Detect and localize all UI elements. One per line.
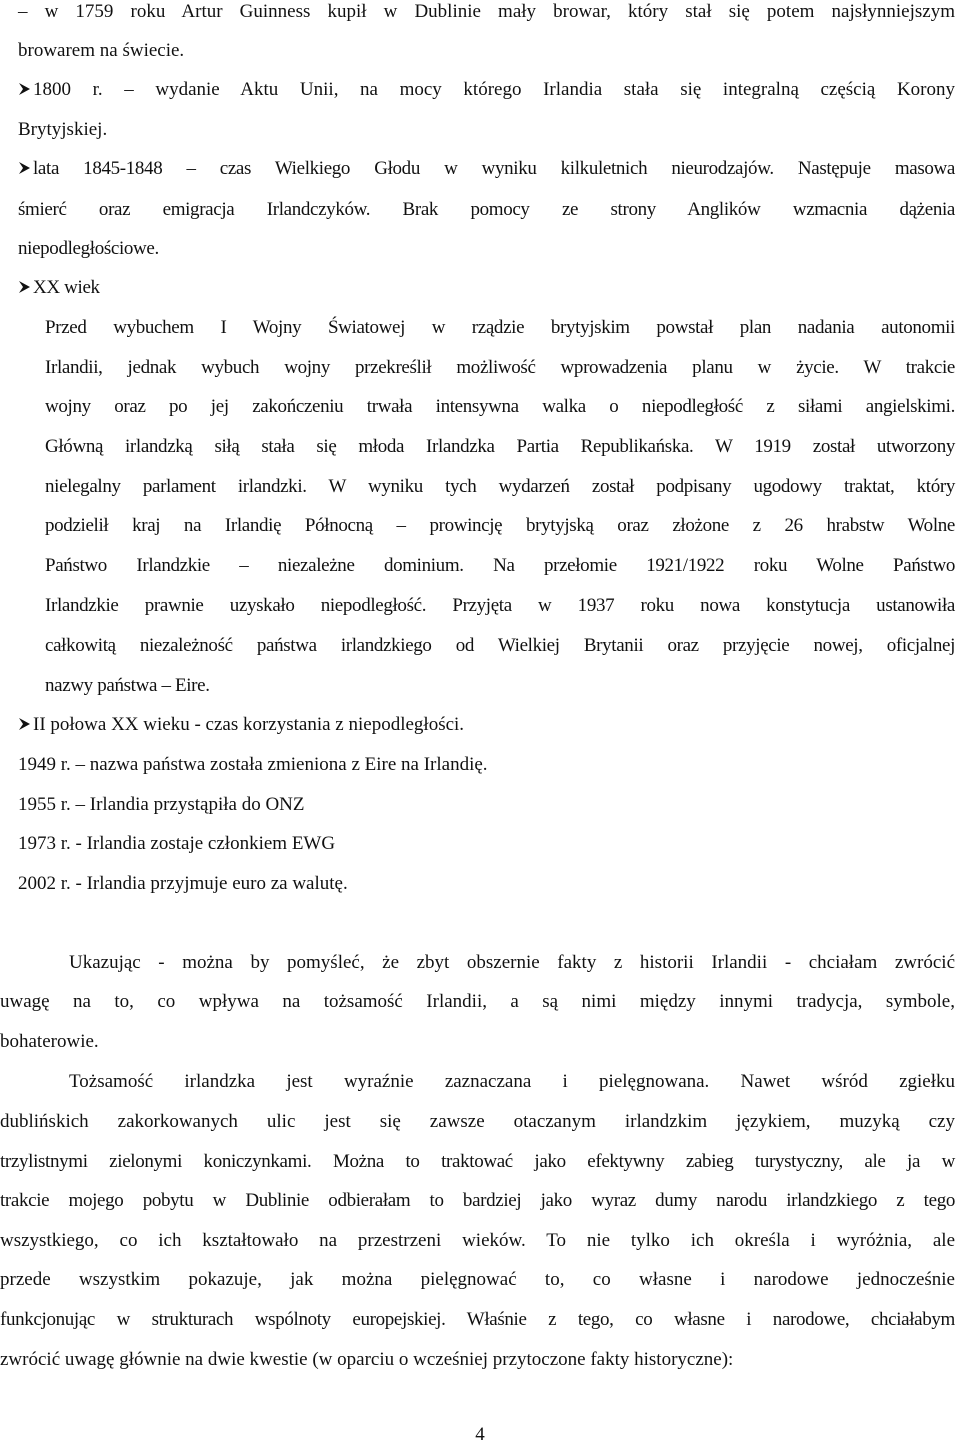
xx-line: nazwy państwa – Eire. bbox=[45, 675, 210, 696]
paragraph-line: funkcjonując w strukturach wspólnoty europejskiej. Właśnie z tego, co własne i narodowe, chciałabym bbox=[0, 1309, 955, 1330]
paragraph-line: dublińskich zakorkowanych ulic jest się zawsze otaczanym irlandzkim językiem, muzyką czy bbox=[0, 1111, 955, 1132]
paragraph-line: uwagę na to, co wpływa na tożsamość Irlandii, a są nimi między innymi tradycja, symbole, bbox=[0, 991, 955, 1012]
xx-line: Przed wybuchem I Wojny Światowej w rządzie brytyjskim powstał plan nadania autonomii bbox=[45, 317, 955, 338]
paragraph-line: bohaterowie. bbox=[0, 1031, 99, 1052]
bullet-text: 1800 r. – wydanie Aktu Unii, na mocy którego Irlandia stała się integralną częścią Korony bbox=[33, 79, 955, 100]
bullet-heading: II połowa XX wieku - czas korzystania z niepodległości. bbox=[33, 714, 465, 735]
paragraph-line: Tożsamość irlandzka jest wyraźnie zaznaczana i pielęgnowana. Nawet wśród zgiełku bbox=[69, 1071, 955, 1092]
timeline-item: 1973 r. - Irlandia zostaje członkiem EWG bbox=[18, 833, 336, 854]
intro-line: browarem na świecie. bbox=[18, 40, 185, 61]
bullet-text: Brytyjskiej. bbox=[18, 119, 108, 140]
timeline-item: 2002 r. - Irlandia przyjmuje euro za walutę. bbox=[18, 873, 348, 894]
bullet-text: niepodległościowe. bbox=[18, 238, 159, 259]
xx-line: Irlandzkie prawnie uzyskało niepodległość. Przyjęta w 1937 roku nowa konstytucja ustanowiła bbox=[45, 595, 955, 616]
timeline-item: 1949 r. – nazwa państwa została zmieniona z Eire na Irlandię. bbox=[18, 754, 488, 775]
xx-line: podzielił kraj na Irlandię Północną – prowincję brytyjską oraz złożone z 26 hrabstw Wolne bbox=[45, 515, 955, 536]
xx-line: Państwo Irlandzkie – niezależne dominium. Na przełomie 1921/1922 roku Wolne Państwo bbox=[45, 555, 955, 576]
timeline-item: 1955 r. – Irlandia przystąpiła do ONZ bbox=[18, 794, 305, 815]
xx-line: Główną irlandzką siłą stała się młoda Irlandzka Partia Republikańska. W 1919 został utworzony bbox=[45, 436, 955, 457]
arrowhead-bullet-icon bbox=[18, 717, 31, 731]
arrowhead-bullet-icon bbox=[18, 280, 31, 294]
paragraph-line: trzylistnymi zielonymi koniczynkami. Można to traktować jako efektywny zabieg turystyczny, ale ja w bbox=[0, 1151, 955, 1172]
page-number: 4 bbox=[475, 1424, 485, 1445]
paragraph-line: przede wszystkim pokazuje, jak można pielęgnować to, co własne i narodowe jednocześnie bbox=[0, 1269, 955, 1290]
arrowhead-bullet-icon bbox=[18, 161, 31, 175]
intro-line: – w 1759 roku Artur Guinness kupił w Dublinie mały browar, który stał się potem najsłynniejszym bbox=[18, 1, 955, 22]
xx-line: całkowitą niezależność państwa irlandzkiego od Wielkiej Brytanii oraz przyjęcie nowej, oficjalnej bbox=[45, 635, 955, 656]
paragraph-line: zwrócić uwagę głównie na dwie kwestie (w oparciu o wcześniej przytoczone fakty historyczne): bbox=[0, 1349, 734, 1370]
arrowhead-bullet-icon bbox=[18, 82, 31, 96]
bullet-item bbox=[18, 278, 100, 297]
bullet-text: lata 1845-1848 – czas Wielkiego Głodu w wyniku kilkuletnich nieurodzajów. Następuje masowa bbox=[33, 158, 955, 179]
xx-line: wojny oraz po jej zakończeniu trwała intensywna walka o niepodległość z siłami angielskimi. bbox=[45, 396, 955, 417]
bullet-item bbox=[18, 715, 464, 734]
paragraph-line: Ukazując - można by pomyśleć, że zbyt obszernie fakty z historii Irlandii - chciałam zwrócić bbox=[69, 952, 955, 973]
paragraph-line: trakcie mojego pobytu w Dublinie odbierałam to bardziej jako wyraz dumy narodu irlandzkiego z tego bbox=[0, 1190, 955, 1211]
xx-line: nielegalny parlament irlandzki. W wyniku tych wydarzeń został podpisany ugodowy traktat, który bbox=[45, 476, 955, 497]
bullet-item bbox=[18, 80, 955, 99]
bullet-item bbox=[18, 159, 955, 178]
bullet-heading: XX wiek bbox=[33, 277, 100, 298]
paragraph-line: wszystkiego, co ich kształtowało na przestrzeni wieków. To nie tylko ich określa i wyróżnia, ale bbox=[0, 1230, 955, 1251]
xx-line: Irlandii, jednak wybuch wojny przekreślił możliwość wprowadzenia planu w życie. W trakcie bbox=[45, 357, 955, 378]
bullet-text: śmierć oraz emigracja Irlandczyków. Brak pomocy ze strony Anglików wzmacnia dążenia bbox=[18, 199, 955, 220]
